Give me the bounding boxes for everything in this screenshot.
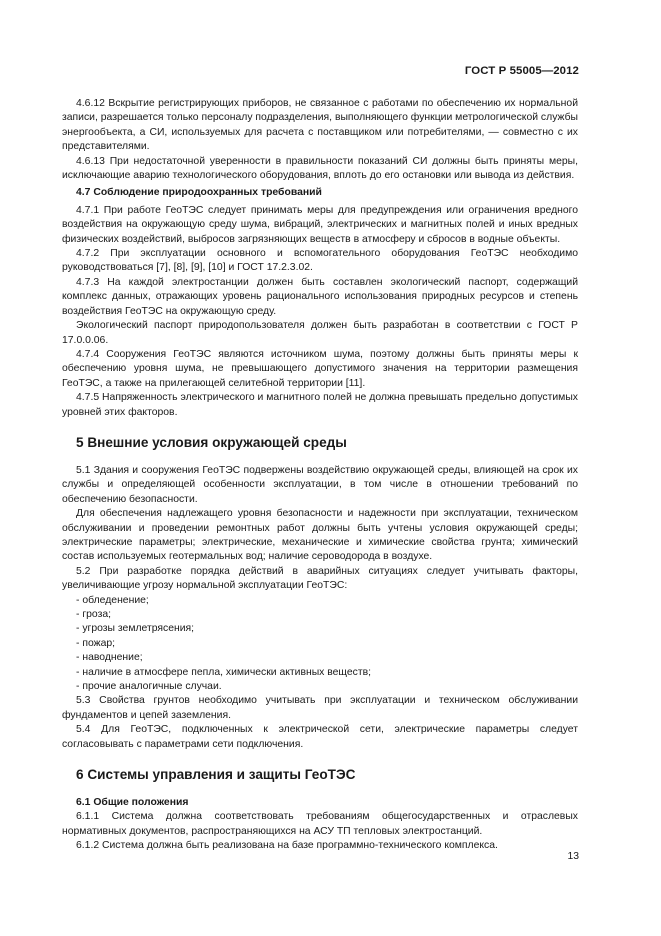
paragraph-6-1-2: 6.1.2 Система должна быть реализована на базе программно-технического комплекса. bbox=[76, 840, 498, 852]
list-item: - угрозы землетрясения; bbox=[76, 623, 195, 635]
paragraph-4-7-5: 4.7.5 Напряженность электрического и магнитного полей не должна превышать предельно допустимых уровней этих факторов. bbox=[62, 392, 578, 418]
chapter-heading-6: 6 Системы управления и защиты ГеоТЭС bbox=[76, 767, 356, 783]
list-item: - прочие аналогичные случаи. bbox=[76, 681, 222, 693]
paragraph-5-1-conditions: Для обеспечения надлежащего уровня безопасности и надежности при эксплуатации, техническом обслуживании и проведении ремонтных работ должны быть учтены условия окружающей среды; электрические параметры; электрические, механические и химические свойства грунта; химический состав используемых геотермальных вод; наличие сероводорода в воздухе. bbox=[62, 508, 578, 563]
paragraph-4-6-12: 4.6.12 Вскрытие регистрирующих приборов, не связанное с работами по обеспечению их нормальной записи, разрешается только персоналу подразделения, выполняющего функции метрологической службы энергообъекта, а СИ, используемых для расчета с поставщиком или потребителями, — совместно с их представителями. bbox=[62, 98, 578, 153]
section-heading-6-1: 6.1 Общие положения bbox=[76, 797, 189, 809]
paragraph-4-7-2: 4.7.2 При эксплуатации основного и вспомогательного оборудования ГеоТЭС необходимо руководствоваться [7], [8], [9], [10] и ГОСТ 17.2.3.02. bbox=[62, 248, 578, 274]
paragraph-4-7-1: 4.7.1 При работе ГеоТЭС следует принимать меры для предупреждения или ограничения вредного воздействия на окружающую среду шума, вибраций, электрических и магнитных полей и иных вредных физических воздействий, выбросов загрязняющих веществ в атмосферу и сбросов в водные объекты. bbox=[62, 204, 578, 245]
paragraph-4-7-3-passport: Экологический паспорт природопользователя должен быть разработан в соответствии с ГОСТ Р 17.0.0.06. bbox=[62, 320, 578, 346]
page-number: 13 bbox=[567, 851, 579, 862]
paragraph-5-3: 5.3 Свойства грунтов необходимо учитывать при эксплуатации и техническом обслуживании фундаментов и цепей заземления. bbox=[62, 695, 578, 721]
paragraph-5-1: 5.1 Здания и сооружения ГеоТЭС подвержены воздействию окружающей среды, влияющей на срок их службы и определяющей особенности эксплуатации, в том числе в отношении требований по обеспечению безопасности. bbox=[62, 464, 578, 505]
page-content bbox=[62, 97, 578, 854]
paragraph-4-6-13: 4.6.13 При недостаточной уверенности в правильности показаний СИ должны быть приняты меры, исключающие аварию технологического оборудования, вплоть до его остановки или вывода из действия. bbox=[62, 155, 578, 182]
paragraph-4-7-4: 4.7.4 Сооружения ГеоТЭС являются источником шума, поэтому должны быть приняты меры к обеспечению уровня шума, не превышающего допустимого значения на территории размещения ГеоТЭС, а также на прилегающей селитебной территории [11]. bbox=[62, 348, 578, 389]
list-item: - пожар; bbox=[76, 637, 116, 649]
list-item: - наличие в атмосфере пепла, химически активных веществ; bbox=[76, 666, 372, 678]
section-heading-4-7: 4.7 Соблюдение природоохранных требований bbox=[76, 187, 322, 199]
paragraph-5-2: 5.2 При разработке порядка действий в аварийных ситуациях следует учитывать факторы, увеличивающие угрозу нормальной эксплуатации ГеоТЭС: bbox=[62, 565, 578, 592]
list-item: - наводнение; bbox=[76, 652, 143, 664]
paragraph-5-4: 5.4 Для ГеоТЭС, подключенных к электрической сети, электрические параметры следует согласовывать с параметрами сети подключения. bbox=[62, 724, 578, 750]
list-item: - обледенение; bbox=[76, 594, 149, 606]
paragraph-6-1-1: 6.1.1 Система должна соответствовать требованиям общегосударственных и отраслевых нормативных документов, распространяющихся на АСУ ТП тепловых электростанций. bbox=[62, 811, 578, 837]
paragraph-4-7-3: 4.7.3 На каждой электростанции должен быть составлен экологический паспорт, содержащий комплекс данных, отражающих уровень рационального использования природных ресурсов и степень воздействия ГеоТЭС на окружающую среду. bbox=[62, 276, 578, 317]
document-code: ГОСТ Р 55005—2012 bbox=[464, 65, 579, 77]
chapter-heading-5: 5 Внешние условия окружающей среды bbox=[76, 434, 347, 450]
list-item: - гроза; bbox=[76, 609, 112, 620]
